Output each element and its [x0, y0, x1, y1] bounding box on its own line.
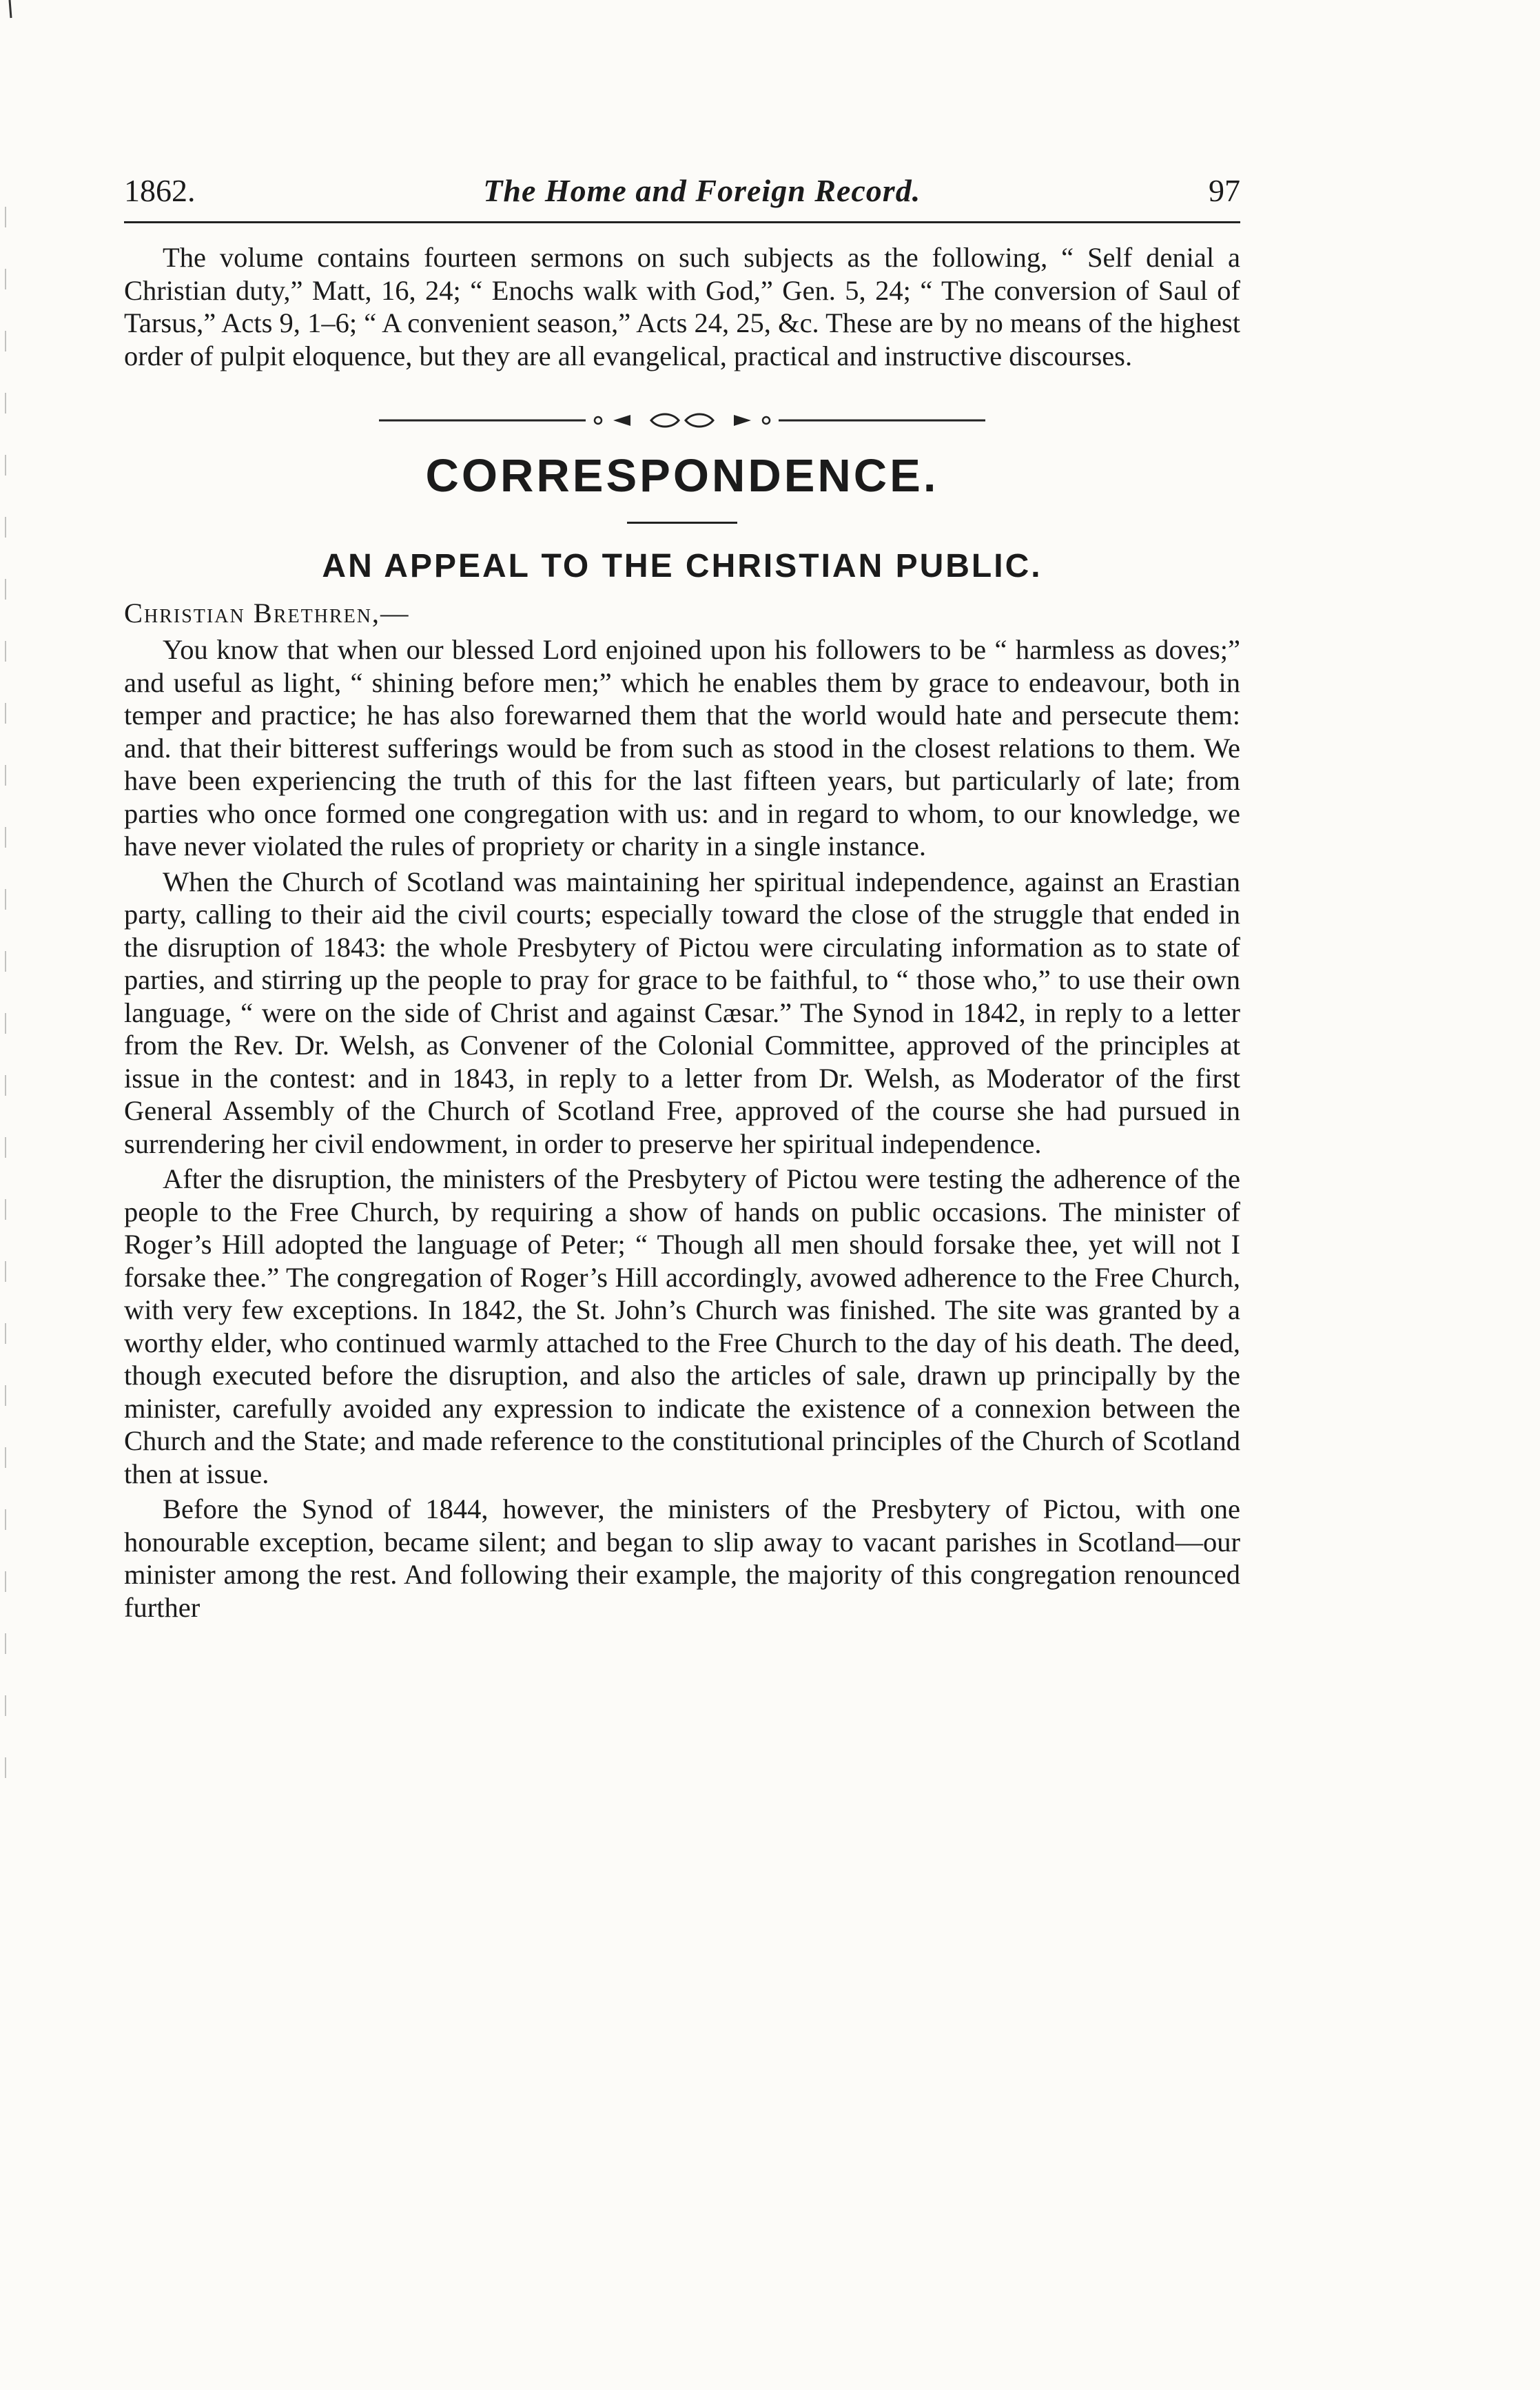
header-title: The Home and Foreign Record. — [483, 173, 921, 208]
salutation: Christian Brethren,— — [124, 598, 410, 629]
letter-paragraph-3: After the disruption, the ministers of the Presbytery of Pictou were testing the adherence of the people to the Free Church, by requiring a show of hands on public occasions. The minister of Roger’s Hill adopted the language of Peter; “ Though all men should forsake thee, yet will not I forsake thee.” The congregation of Roger’s Hill accordingly, avowed adherence to the Free Church, with very few exceptions. In 1842, the St. John’s Church was finished. The site was granted by a worthy elder, who continued warmly attached to the Free Church to the day of his death. The deed, though executed before the disruption, and also the articles of sale, drawn up principally by the minister, carefully avoided any expression to indicate the existence of a connexion between the Church and the State; and made reference to the constitutional principles of the Church of Scotland then at issue. — [124, 1163, 1240, 1489]
correspondence-heading: CORRESPONDENCE. — [425, 450, 939, 502]
header-page-number: 97 — [1208, 173, 1240, 208]
review-paragraph: The volume contains fourteen sermons on such subjects as the following, “ Self denial a Christian duty,” Matt, 16, 24; “ Enochs walk with God,” Gen. 5, 24; “ The conversion of Saul of Tarsus,” Acts 9, 1–6; “ A convenient season,” Acts 24, 25, &c. These are by no means of the highest order of pulpit eloquence, but they are all evangelical, practical and instructive discourses. — [124, 242, 1240, 371]
running-header — [124, 172, 1240, 223]
article-heading: AN APPEAL TO THE CHRISTIAN PUBLIC. — [322, 548, 1043, 584]
review-section — [124, 241, 1240, 372]
page — [124, 172, 1240, 1626]
letter-body — [124, 596, 1240, 1624]
header-year: 1862. — [124, 173, 196, 208]
ornament-divider — [124, 412, 1240, 429]
letter-paragraph-1: You know that when our blessed Lord enjoined upon his followers to be “ harmless as doves;” and useful as light, “ shining before men;” which he enables them by grace to endeavour, both in temper and practice; he has also forewarned them that the world would hate and persecute them: and. that their bitterest sufferings would be from such as stood in the closest relations to them. We have been experiencing the truth of this for the last fifteen years, but particularly of late; from parties who once formed one congregation with us: and in regard to whom, to our knowledge, we have never violated the rules of propriety or charity in a single instance. — [124, 634, 1240, 861]
letter-paragraph-2: When the Church of Scotland was maintaining her spiritual independence, against an Erastian party, calling to their aid the civil courts; especially toward the close of the struggle that ended in the disruption of 1843: the whole Presbytery of Pictou were circulating information as to state of parties, and stirring up the people to pray for grace to be faithful, to “ those who,” to use their own language, “ were on the side of Christ and against Cæsar.” The Synod in 1842, in reply to a letter from the Rev. Dr. Welsh, as Convener of the Colonial Committee, approved of the principles at issue in the contest: and in 1843, in reply to a letter from Dr. Welsh, as Moderator of the first General Assembly of the Church of Scotland Free, approved of the course she had pursued in surrendering her civil endowment, in order to preserve her spiritual independence. — [124, 866, 1240, 1159]
letter-paragraph-4: Before the Synod of 1844, however, the ministers of the Presbytery of Pictou, with one honourable exception, became silent; and began to slip away to vacant parishes in Scotland—our minister among the rest. And following their example, the majority of this congregation renounced further — [124, 1493, 1240, 1623]
heading-rule — [627, 522, 737, 524]
margin-specks — [0, 0, 69, 2390]
ornament-icon — [379, 412, 985, 429]
